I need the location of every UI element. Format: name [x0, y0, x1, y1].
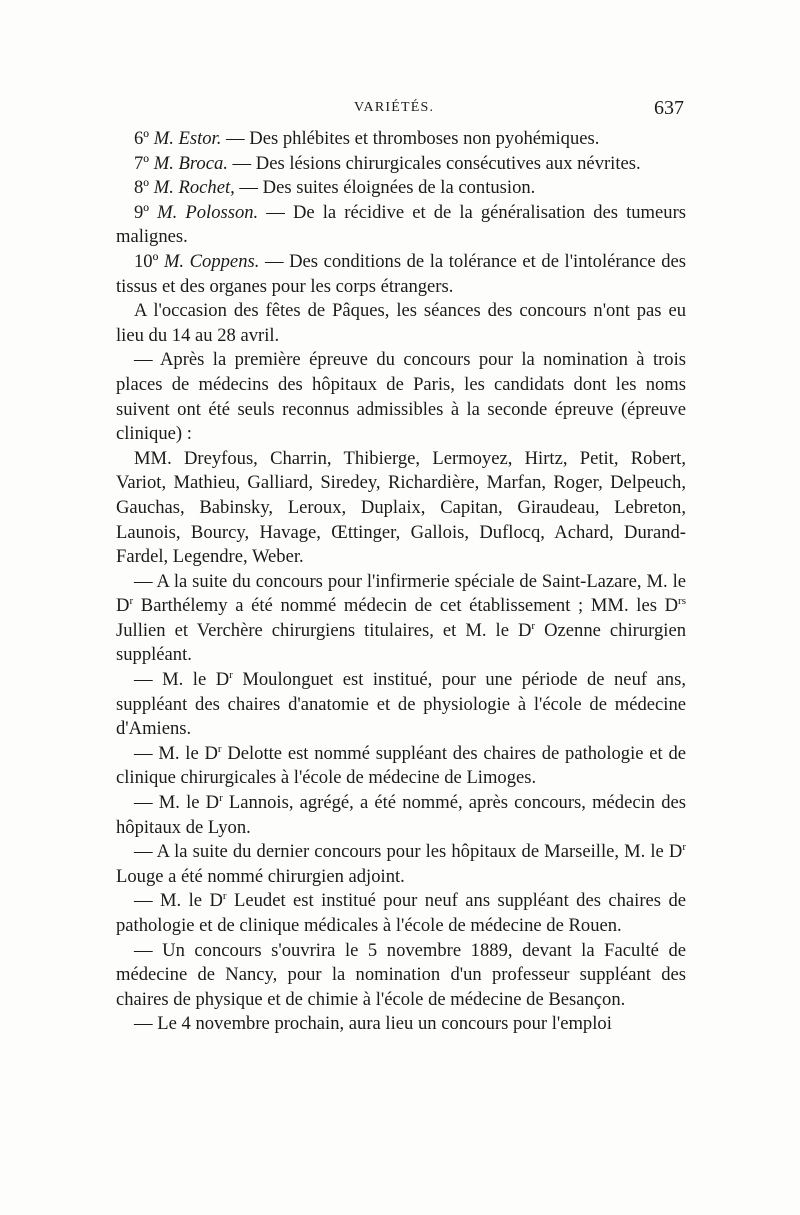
author-name: M. Broca. — [153, 152, 228, 174]
item-number: 10º — [134, 250, 159, 272]
item-text: — Des lésions chirurgicales consécutives aux névrites. — [227, 152, 641, 174]
superscript: r — [531, 619, 536, 632]
text-run: — A la suite du dernier concours pour les hôpitaux de Marseille, M. le D — [134, 841, 683, 863]
item-text: — Des suites éloignées de la contusion. — [234, 177, 536, 199]
text-run: — M. le D — [134, 792, 220, 814]
text-run: Ozenne chirurgien suppléant. — [116, 619, 687, 666]
item-text: — Des conditions de la tolérance et de l'intolérance des tissus et des organes pour les corps étrangers. — [116, 250, 686, 297]
superscript: r — [229, 668, 233, 681]
text-run: Louge a été nommé chirurgien adjoint. — [116, 865, 405, 887]
page-number: 637 — [654, 97, 684, 119]
paragraph-paris-concours: — Après la première épreuve du concours pour la nomination à trois places de médecins des hôpitaux de Paris, les candidats dont les noms suivent ont été seuls reconnus admissibles à la seconde épreuve (épreuve clinique) : — [116, 349, 686, 445]
paragraph-lyon — [116, 791, 686, 840]
superscript: r — [222, 890, 227, 903]
paragraph-final: — Le 4 novembre prochain, aura lieu un concours pour l'emploi — [134, 1013, 612, 1035]
running-header — [116, 97, 684, 124]
superscript: rs — [678, 595, 686, 608]
item-number: 6º — [134, 128, 150, 149]
paragraph-saint-lazare — [116, 570, 686, 668]
text-run: Jullien et Verchère chirurgiens titulaires, et M. le D — [116, 619, 532, 641]
text-run: Moulonguet est institué, pour une période de neuf ans, suppléant des chaires d'anatomie et de physiologie à l'école de médecine d'Amiens. — [116, 669, 686, 740]
item-number: 9º — [134, 201, 150, 223]
paragraph-marseille — [116, 840, 686, 889]
superscript: r — [682, 841, 686, 854]
author-name: M. Polosson. — [157, 201, 259, 223]
paragraph-candidate-list: MM. Dreyfous, Charrin, Thibierge, Lermoyez, Hirtz, Petit, Robert, Variot, Mathieu, Galliard, Siredey, Richardière, Marfan, Roger, Delpeuch, Gauchas, Babinsky, Leroux, Duplaix, Capitan, Giraudeau, Lebreton, Launois, Bourcy, Havage, Œttinger, Gallois, Duflocq, Achard, Durand-Fardel, Legendre, Weber. — [116, 447, 686, 568]
item-text: — De la récidive et de la généralisation des tumeurs malignes. — [116, 201, 687, 248]
item-number: 7º — [134, 152, 150, 174]
body-text — [116, 127, 686, 1037]
paragraph-rouen — [116, 889, 686, 938]
text-run: — M. le D — [134, 742, 218, 764]
text-run: Lannois, agrégé, a été nommé, après concours, médecin des hôpitaux de Lyon. — [116, 792, 686, 838]
paragraph-amiens — [116, 668, 686, 742]
text-run: — M. le D — [134, 890, 223, 912]
list-item — [116, 176, 686, 201]
text-run: Delotte est nommé suppléant des chaires de pathologie et de clinique chirurgicales à l'école de médecine de Limoges. — [116, 742, 687, 789]
paragraph-nancy: — Un concours s'ouvrira le 5 novembre 1889, devant la Faculté de médecine de Nancy, pour la nomination d'un professeur suppléant des chaires de physique et de chimie à l'école de médecine de Besançon. — [116, 939, 686, 1010]
superscript: r — [129, 595, 134, 608]
text-run: — M. le D — [134, 669, 230, 691]
item-number: 8º — [134, 177, 150, 199]
author-name: M. Rochet, — [153, 177, 235, 199]
text-run: — A la suite du concours pour l'infirmerie spéciale de Saint-Lazare, M. le D — [116, 570, 686, 617]
superscript: r — [219, 791, 223, 804]
paragraph-easter-sessions: A l'occasion des fêtes de Pâques, les séances des concours n'ont pas eu lieu du 14 au 28 avril. — [116, 300, 686, 346]
list-item — [116, 152, 686, 177]
paragraph-limoges — [116, 742, 686, 791]
running-title: VARIÉTÉS. — [354, 100, 435, 115]
author-name: M. Estor. — [153, 128, 222, 149]
item-text: — Des phlébites et thromboses non pyohémiques. — [221, 128, 600, 149]
text-run: Barthélemy a été nommé médecin de cet établissement ; MM. les D — [133, 595, 679, 617]
list-item — [116, 250, 686, 299]
list-item — [116, 201, 686, 250]
superscript: r — [217, 742, 222, 755]
author-name: M. Coppens. — [163, 250, 260, 272]
text-run: Leudet est institué pour neuf ans suppléant des chaires de pathologie et de clinique médicales à l'école de médecine de Rouen. — [116, 890, 686, 936]
list-item — [116, 127, 686, 152]
